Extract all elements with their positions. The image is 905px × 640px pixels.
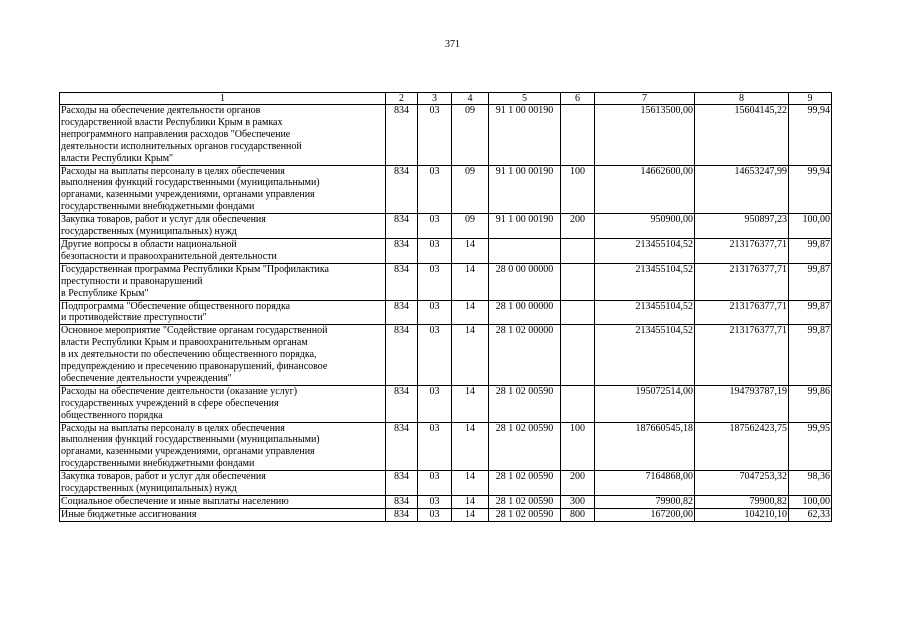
percent-cell: 99,87	[789, 300, 832, 325]
ministry-code-cell: 834	[386, 471, 418, 496]
planned-amount-cell: 167200,00	[595, 508, 695, 521]
section-code-cell: 03	[418, 214, 452, 239]
target-code-cell: 91 1 00 00190	[489, 214, 561, 239]
subsection-code-cell: 14	[452, 263, 489, 300]
actual-amount-cell: 194793787,19	[695, 385, 789, 422]
section-code-cell: 03	[418, 508, 452, 521]
actual-amount-cell: 187562423,75	[695, 422, 789, 471]
subsection-code-cell: 14	[452, 300, 489, 325]
target-code-cell: 28 1 02 00590	[489, 422, 561, 471]
planned-amount-cell: 950900,00	[595, 214, 695, 239]
section-code-cell: 03	[418, 238, 452, 263]
planned-amount-cell: 15613500,00	[595, 105, 695, 166]
ministry-code-cell: 834	[386, 214, 418, 239]
percent-cell: 99,94	[789, 165, 832, 214]
column-header: 5	[489, 93, 561, 105]
expense-type-cell	[561, 325, 595, 386]
planned-amount-cell: 7164868,00	[595, 471, 695, 496]
planned-amount-cell: 213455104,52	[595, 325, 695, 386]
expense-type-cell: 200	[561, 214, 595, 239]
expense-name-cell: Закупка товаров, работ и услуг для обеспечения государственных (муниципальных) нужд	[60, 214, 386, 239]
ministry-code-cell: 834	[386, 263, 418, 300]
actual-amount-cell: 104210,10	[695, 508, 789, 521]
actual-amount-cell: 7047253,32	[695, 471, 789, 496]
section-code-cell: 03	[418, 325, 452, 386]
column-header: 1	[60, 93, 386, 105]
column-header: 9	[789, 93, 832, 105]
target-code-cell: 28 1 02 00000	[489, 325, 561, 386]
column-header: 8	[695, 93, 789, 105]
subsection-code-cell: 09	[452, 214, 489, 239]
expense-name-cell: Расходы на обеспечение деятельности органов государственной власти Республики Крым в рамках непрограммного направления расходов "Обеспечение деятельности исполнительных органов государственной власти Республики Крым"	[60, 105, 386, 166]
expense-type-cell	[561, 300, 595, 325]
ministry-code-cell: 834	[386, 105, 418, 166]
percent-cell: 100,00	[789, 496, 832, 509]
ministry-code-cell: 834	[386, 422, 418, 471]
table-row	[60, 238, 832, 263]
percent-cell: 99,87	[789, 238, 832, 263]
expense-name-cell: Государственная программа Республики Крым "Профилактика преступности и правонарушений в Республике Крым"	[60, 263, 386, 300]
expense-type-cell	[561, 238, 595, 263]
expense-type-cell: 300	[561, 496, 595, 509]
budget-table	[59, 92, 832, 522]
expense-type-cell: 200	[561, 471, 595, 496]
target-code-cell: 91 1 00 00190	[489, 105, 561, 166]
planned-amount-cell: 213455104,52	[595, 300, 695, 325]
expense-type-cell	[561, 105, 595, 166]
planned-amount-cell: 213455104,52	[595, 238, 695, 263]
section-code-cell: 03	[418, 300, 452, 325]
expense-name-cell: Расходы на выплаты персоналу в целях обеспечения выполнения функций государственными (муниципальными) органами, казенными учреждениями, органами управления государственными внебюджетными фондами	[60, 165, 386, 214]
table-row	[60, 300, 832, 325]
percent-cell: 99,95	[789, 422, 832, 471]
ministry-code-cell: 834	[386, 508, 418, 521]
column-header: 6	[561, 93, 595, 105]
table-row	[60, 105, 832, 166]
subsection-code-cell: 14	[452, 496, 489, 509]
subsection-code-cell: 09	[452, 105, 489, 166]
ministry-code-cell: 834	[386, 496, 418, 509]
percent-cell: 62,33	[789, 508, 832, 521]
subsection-code-cell: 14	[452, 508, 489, 521]
expense-type-cell: 800	[561, 508, 595, 521]
ministry-code-cell: 834	[386, 238, 418, 263]
expense-name-cell: Закупка товаров, работ и услуг для обеспечения государственных (муниципальных) нужд	[60, 471, 386, 496]
column-header: 2	[386, 93, 418, 105]
actual-amount-cell: 15604145,22	[695, 105, 789, 166]
percent-cell: 100,00	[789, 214, 832, 239]
actual-amount-cell: 213176377,71	[695, 238, 789, 263]
target-code-cell: 28 1 02 00590	[489, 471, 561, 496]
percent-cell: 99,87	[789, 263, 832, 300]
subsection-code-cell: 09	[452, 165, 489, 214]
table-row	[60, 508, 832, 521]
subsection-code-cell: 14	[452, 471, 489, 496]
expense-name-cell: Другие вопросы в области национальной безопасности и правоохранительной деятельности	[60, 238, 386, 263]
actual-amount-cell: 213176377,71	[695, 325, 789, 386]
planned-amount-cell: 195072514,00	[595, 385, 695, 422]
table-row	[60, 496, 832, 509]
expense-name-cell: Социальное обеспечение и иные выплаты населению	[60, 496, 386, 509]
section-code-cell: 03	[418, 496, 452, 509]
planned-amount-cell: 14662600,00	[595, 165, 695, 214]
ministry-code-cell: 834	[386, 165, 418, 214]
percent-cell: 98,36	[789, 471, 832, 496]
ministry-code-cell: 834	[386, 325, 418, 386]
table-body	[60, 105, 832, 522]
table-row	[60, 325, 832, 386]
table-row	[60, 471, 832, 496]
actual-amount-cell: 14653247,99	[695, 165, 789, 214]
expense-name-cell: Иные бюджетные ассигнования	[60, 508, 386, 521]
expense-name-cell: Подпрограмма "Обеспечение общественного порядка и противодействие преступности"	[60, 300, 386, 325]
column-header: 3	[418, 93, 452, 105]
section-code-cell: 03	[418, 422, 452, 471]
target-code-cell	[489, 238, 561, 263]
column-header: 4	[452, 93, 489, 105]
expense-type-cell	[561, 263, 595, 300]
table-header-row	[60, 93, 832, 105]
actual-amount-cell: 950897,23	[695, 214, 789, 239]
section-code-cell: 03	[418, 105, 452, 166]
column-header: 7	[595, 93, 695, 105]
section-code-cell: 03	[418, 471, 452, 496]
actual-amount-cell: 213176377,71	[695, 300, 789, 325]
subsection-code-cell: 14	[452, 422, 489, 471]
planned-amount-cell: 79900,82	[595, 496, 695, 509]
ministry-code-cell: 834	[386, 300, 418, 325]
ministry-code-cell: 834	[386, 385, 418, 422]
percent-cell: 99,94	[789, 105, 832, 166]
expense-name-cell: Основное мероприятие "Содействие органам государственной власти Республики Крым и правоохранительным органам в их деятельности по обеспечению общественного порядка, предупреждению и пресечению правонарушений, финансовое обеспечение деятельности учреждения"	[60, 325, 386, 386]
percent-cell: 99,86	[789, 385, 832, 422]
table-row	[60, 214, 832, 239]
target-code-cell: 28 0 00 00000	[489, 263, 561, 300]
subsection-code-cell: 14	[452, 385, 489, 422]
table-row	[60, 385, 832, 422]
expense-type-cell	[561, 385, 595, 422]
section-code-cell: 03	[418, 263, 452, 300]
actual-amount-cell: 79900,82	[695, 496, 789, 509]
percent-cell: 99,87	[789, 325, 832, 386]
target-code-cell: 28 1 02 00590	[489, 385, 561, 422]
planned-amount-cell: 187660545,18	[595, 422, 695, 471]
page-number: 371	[445, 39, 460, 50]
target-code-cell: 28 1 02 00590	[489, 508, 561, 521]
actual-amount-cell: 213176377,71	[695, 263, 789, 300]
table-row	[60, 165, 832, 214]
expense-name-cell: Расходы на обеспечение деятельности (оказание услуг) государственных учреждений в сфере обеспечения общественного порядка	[60, 385, 386, 422]
target-code-cell: 28 1 02 00590	[489, 496, 561, 509]
target-code-cell: 28 1 00 00000	[489, 300, 561, 325]
expense-type-cell: 100	[561, 422, 595, 471]
section-code-cell: 03	[418, 165, 452, 214]
table-row	[60, 263, 832, 300]
planned-amount-cell: 213455104,52	[595, 263, 695, 300]
table-row	[60, 422, 832, 471]
expense-type-cell: 100	[561, 165, 595, 214]
target-code-cell: 91 1 00 00190	[489, 165, 561, 214]
subsection-code-cell: 14	[452, 238, 489, 263]
expense-name-cell: Расходы на выплаты персоналу в целях обеспечения выполнения функций государственными (муниципальными) органами, казенными учреждениями, органами управления государственными внебюджетными фондами	[60, 422, 386, 471]
subsection-code-cell: 14	[452, 325, 489, 386]
section-code-cell: 03	[418, 385, 452, 422]
